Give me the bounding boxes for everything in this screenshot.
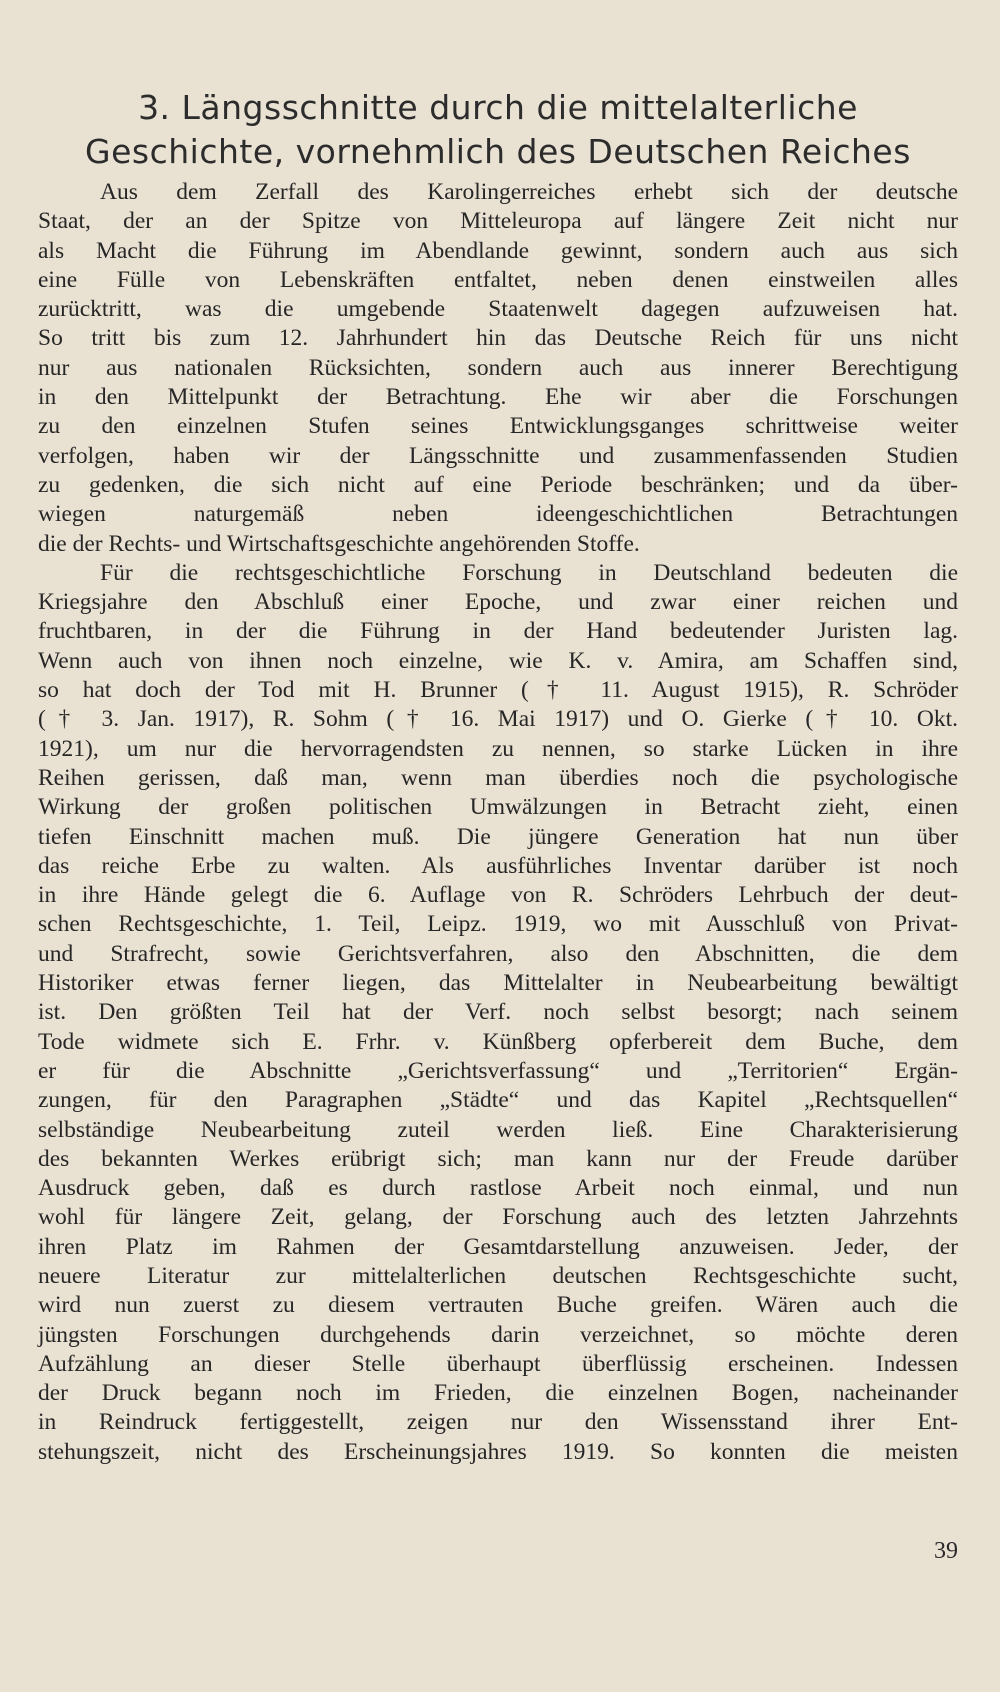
chapter-heading-line-1: 3. Längsschnitte durch die mittelalterliche	[138, 88, 858, 127]
text-line: zu gedenken, die sich nicht auf eine Periode beschränken; und da über-	[38, 471, 958, 498]
text-line: Reihen gerissen, daß man, wenn man überdies noch die psychologische	[38, 764, 958, 791]
text-line: verfolgen, haben wir der Längsschnitte und zusammenfassenden Studien	[38, 442, 958, 469]
text-line: Ausdruck geben, daß es durch rastlose Arbeit noch einmal, und nun	[38, 1175, 958, 1202]
text-line: wiegen naturgemäß neben ideengeschichtlichen Betrachtungen	[38, 501, 958, 528]
page-number: 39	[934, 1538, 958, 1564]
text-line: Wenn auch von ihnen noch einzelne, wie K. v. Amira, am Schaffen sind,	[38, 647, 958, 674]
text-line: Kriegsjahre den Abschluß einer Epoche, und zwar einer reichen und	[38, 589, 958, 616]
text-line: in ihre Hände gelegt die 6. Auflage von R. Schröders Lehrbuch der deut-	[38, 882, 958, 909]
text-line: zungen, für den Paragraphen „Städte“ und das Kapitel „Rechtsquellen“	[38, 1087, 958, 1114]
chapter-heading-line-2: Geschichte, vornehmlich des Deutschen Reiches	[85, 132, 911, 171]
text-line: Für die rechtsgeschichtliche Forschung in Deutschland bedeuten die	[100, 559, 958, 586]
text-line: wird nun zuerst zu diesem vertrauten Buche greifen. Wären auch die	[38, 1292, 958, 1319]
text-line: so hat doch der Tod mit H. Brunner († 11. August 1915), R. Schröder	[38, 677, 958, 704]
text-line: in den Mittelpunkt der Betrachtung. Ehe wir aber die Forschungen	[38, 384, 958, 411]
text-line: Historiker etwas ferner liegen, das Mittelalter in Neubearbeitung bewältigt	[38, 970, 958, 997]
text-line: neuere Literatur zur mittelalterlichen deutschen Rechtsgeschichte sucht,	[38, 1262, 958, 1289]
text-line: selbständige Neubearbeitung zuteil werden ließ. Eine Charakterisierung	[38, 1116, 958, 1143]
text-line: zu den einzelnen Stufen seines Entwicklungsganges schrittweise weiter	[38, 413, 958, 440]
text-line: und Strafrecht, sowie Gerichtsverfahren, also den Abschnitten, die dem	[38, 940, 958, 967]
text-line: Staat, der an der Spitze von Mitteleuropa auf längere Zeit nicht nur	[38, 208, 958, 235]
text-line: Aus dem Zerfall des Karolingerreiches erhebt sich der deutsche	[100, 179, 958, 205]
chapter-heading	[38, 86, 958, 174]
text-line: die der Rechts- und Wirtschaftsgeschichte angehörenden Stoffe.	[38, 530, 640, 557]
text-line: fruchtbaren, in der die Führung in der Hand bedeutender Juristen lag.	[38, 618, 958, 645]
text-line: ihren Platz im Rahmen der Gesamtdarstellung anzuweisen. Jeder, der	[38, 1233, 958, 1260]
text-line: stehungszeit, nicht des Erscheinungsjahres 1919. So konnten die meisten	[38, 1438, 958, 1465]
text-line: als Macht die Führung im Abendlande gewinnt, sondern auch aus sich	[38, 237, 958, 264]
text-line: Tode widmete sich E. Frhr. v. Künßberg opferbereit dem Buche, dem	[38, 1028, 958, 1055]
text-line: das reiche Erbe zu walten. Als ausführliches Inventar darüber ist noch	[38, 852, 958, 879]
text-line: der Druck begann noch im Frieden, die einzelnen Bogen, nacheinander	[38, 1380, 958, 1407]
text-line: So tritt bis zum 12. Jahrhundert hin das Deutsche Reich für uns nicht	[38, 325, 958, 352]
text-line: er für die Abschnitte „Gerichtsverfassung“ und „Territorien“ Ergän-	[38, 1057, 958, 1084]
text-line: Aufzählung an dieser Stelle überhaupt überflüssig erscheinen. Indessen	[38, 1350, 958, 1377]
text-line: zurücktritt, was die umgebende Staatenwelt dagegen aufzuweisen hat.	[38, 296, 958, 323]
text-line: nur aus nationalen Rücksichten, sondern auch aus innerer Berechtigung	[38, 354, 958, 381]
page-body	[38, 86, 958, 1467]
text-line: Wirkung der großen politischen Umwälzungen in Betracht zieht, einen	[38, 794, 958, 821]
text-line: tiefen Einschnitt machen muß. Die jüngere Generation hat nun über	[38, 823, 958, 850]
text-line: des bekannten Werkes erübrigt sich; man kann nur der Freude darüber	[38, 1145, 958, 1172]
text-line: 1921), um nur die hervorragendsten zu nennen, so starke Lücken in ihre	[38, 735, 958, 762]
text-line: jüngsten Forschungen durchgehends darin verzeichnet, so möchte deren	[38, 1321, 958, 1348]
text-line: ist. Den größten Teil hat der Verf. noch selbst besorgt; nach seinem	[38, 999, 958, 1026]
text-line: wohl für längere Zeit, gelang, der Forschung auch des letzten Jahrzehnts	[38, 1204, 958, 1231]
text-line: († 3. Jan. 1917), R. Sohm († 16. Mai 1917) und O. Gierke († 10. Okt.	[38, 706, 958, 733]
text-line: schen Rechtsgeschichte, 1. Teil, Leipz. 1919, wo mit Ausschluß von Privat-	[38, 911, 958, 938]
text-line: eine Fülle von Lebenskräften entfaltet, neben denen einstweilen alles	[38, 266, 958, 293]
text-line: in Reindruck fertiggestellt, zeigen nur den Wissensstand ihrer Ent-	[38, 1409, 958, 1436]
body-text	[38, 178, 958, 1467]
